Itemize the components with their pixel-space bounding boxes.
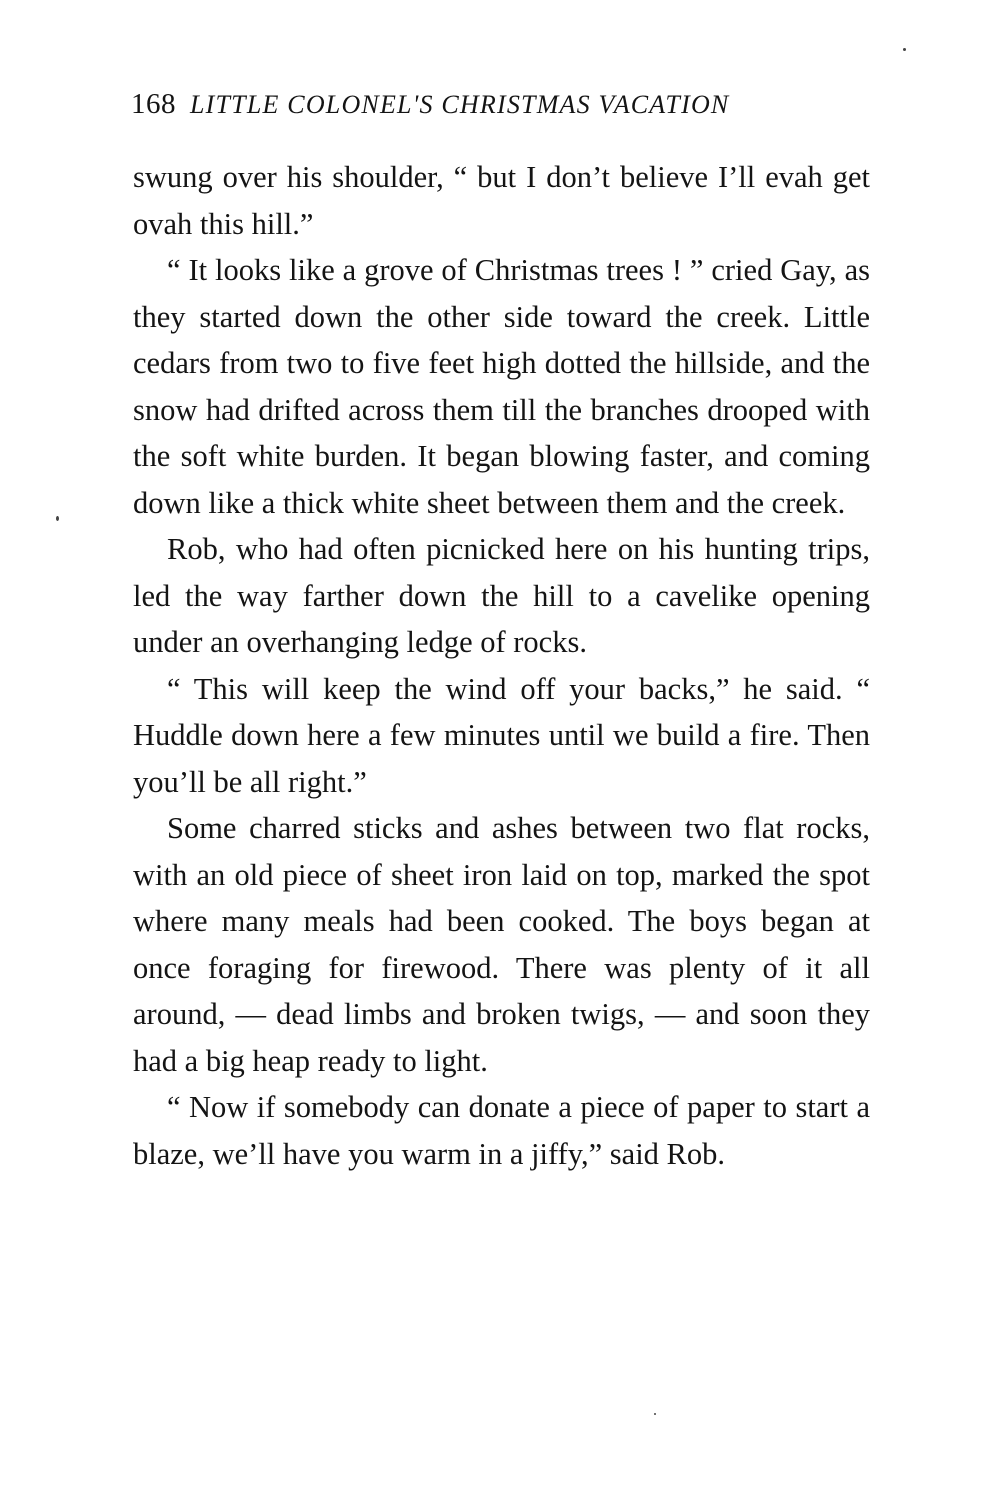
paragraph: “ This will keep the wind off your backs,” he said. “ Huddle down here a few minutes until we build a fire. Then you’ll be all right.” bbox=[133, 671, 870, 799]
paragraph: “ Now if somebody can donate a piece of paper to start a blaze, we’ll have you warm in a jiffy,” said Rob. bbox=[133, 1090, 870, 1171]
paragraph: “ It looks like a grove of Christmas trees ! ” cried Gay, as they started down the other side toward the creek. Little cedars from two to five feet high dotted the hillside, and the snow had drifted across them till the branches drooped with the soft white burden. It began blowing faster, and coming down like a thick white sheet between them and the creek. bbox=[133, 253, 870, 520]
paragraph: swung over his shoulder, “ but I don’t believe I’ll evah get ovah this hill.” bbox=[133, 160, 870, 241]
ink-speck bbox=[654, 1413, 656, 1415]
page-number: 168 bbox=[131, 88, 176, 120]
running-head bbox=[131, 88, 871, 128]
ink-speck bbox=[903, 48, 906, 51]
running-title: LITTLE COLONEL'S CHRISTMAS VACATION bbox=[190, 90, 730, 119]
ink-speck bbox=[56, 516, 59, 521]
body-text bbox=[133, 154, 870, 1177]
paragraph: Rob, who had often picnicked here on his hunting trips, led the way farther down the hill to a cavelike opening under an overhanging ledge of rocks. bbox=[133, 532, 870, 659]
paragraph: Some charred sticks and ashes between two flat rocks, with an old piece of sheet iron laid on top, marked the spot where many meals had been cooked. The boys began at once foraging for firewood. There was plenty of it all around, — dead limbs and broken twigs, — and soon they had a big heap ready to light. bbox=[133, 811, 870, 1078]
